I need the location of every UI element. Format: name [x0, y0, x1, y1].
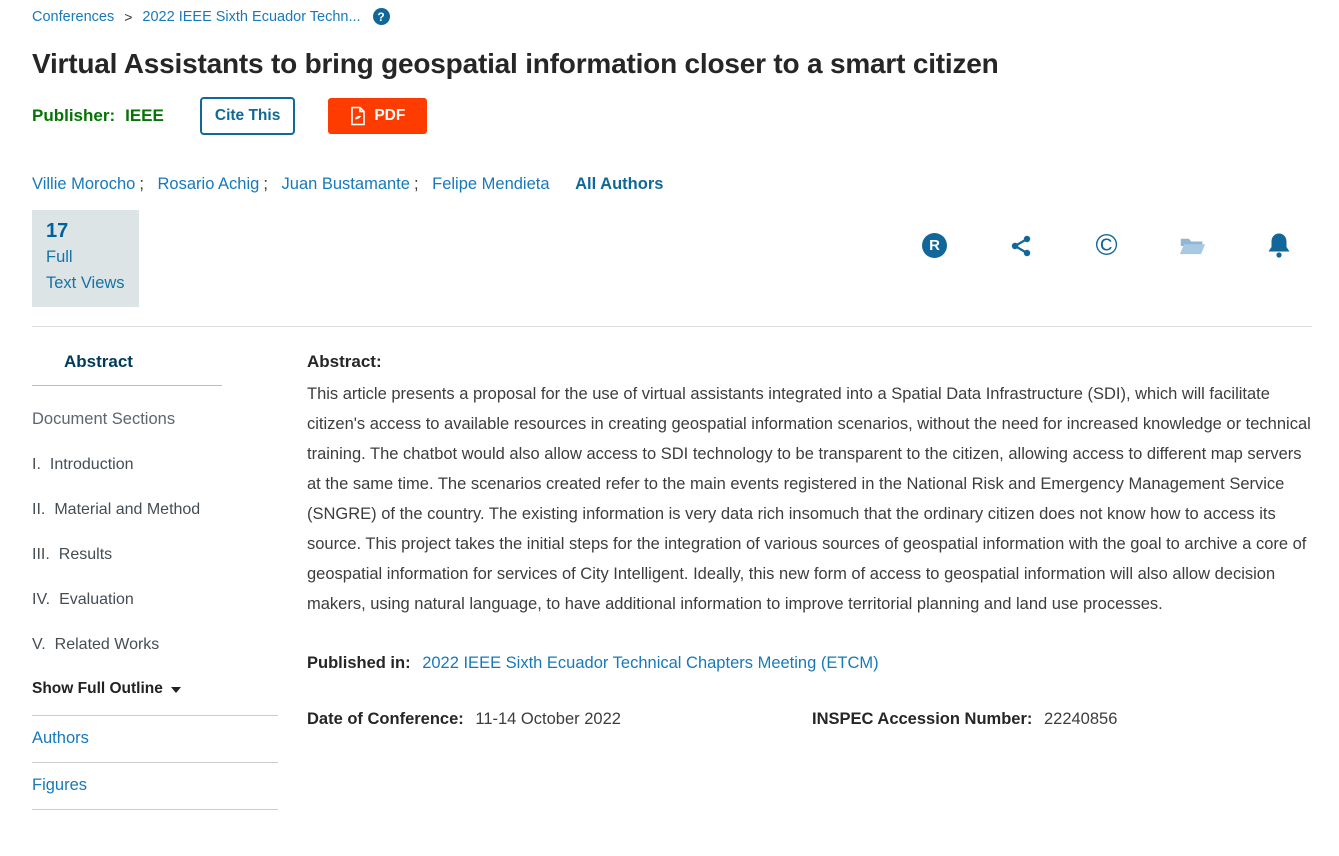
document-sidebar: [32, 327, 278, 810]
inspec-value: 22240856: [1043, 710, 1118, 728]
author-link[interactable]: Rosario Achig: [157, 175, 260, 193]
pdf-button[interactable]: [328, 98, 427, 134]
author-separator: ;: [139, 175, 144, 193]
breadcrumb: [32, 8, 1312, 25]
publisher-row: [32, 97, 1312, 135]
author-link[interactable]: Villie Morocho: [32, 175, 136, 193]
content-area: [32, 327, 1312, 810]
metrics-row: [32, 210, 1312, 307]
published-in-link[interactable]: 2022 IEEE Sixth Ecuador Technical Chapters Meeting (ETCM): [422, 654, 879, 672]
sidebar-item-abstract[interactable]: Abstract: [64, 352, 133, 371]
sidebar-item-authors[interactable]: Authors: [32, 729, 89, 747]
page-title: Virtual Assistants to bring geospatial information closer to a smart citizen: [32, 48, 999, 79]
author-link[interactable]: Felipe Mendieta: [432, 175, 550, 193]
published-in-row: [307, 654, 1312, 673]
sidebar-item-figures[interactable]: Figures: [32, 776, 88, 794]
sidebar-divider: [32, 809, 278, 810]
author-link[interactable]: Juan Bustamante: [281, 175, 410, 193]
sidebar-item-evaluation[interactable]: IV. Evaluation: [32, 591, 134, 608]
breadcrumb-conference-link[interactable]: 2022 IEEE Sixth Ecuador Techn...: [142, 8, 361, 25]
breadcrumb-separator: >: [124, 8, 133, 25]
document-toolbar: [921, 229, 1292, 262]
authors-row: [32, 175, 1312, 194]
publisher-label: Publisher:: [32, 106, 116, 125]
show-full-outline-toggle[interactable]: Show Full Outline: [32, 680, 278, 698]
saved-folder-icon[interactable]: [1179, 232, 1206, 259]
inspec-label: INSPEC Accession Number:: [812, 710, 1033, 728]
inspec-accession: [812, 710, 1117, 729]
all-authors-link[interactable]: All Authors: [575, 175, 664, 193]
views-count: 17: [46, 220, 69, 242]
abstract-text: This article presents a proposal for the use of virtual assistants integrated into a Spatial Data Infrastructure (SDI), which will facilitate citizen's access to available resources in creating geospatial information scenarios, without the need for increased knowledge or technical training. The chatbot would also allow access to SDI technology to be transparent to the citizen, allowing access to different map servers at the same time. The scenarios created refer to the main events registered in the National Risk and Emergency Management Service (SNGRE) of the country. The existing information is very data rich insomuch that the ordinary citizen does not know how to access its source. This project takes the initial steps for the integration of various sources of geospatial information with the goal to archive a core of geospatial information for services of City Intelligent. Ideally, this new form of access to geospatial information will also allow decision makers, using natural language, to have additional information to improve territorial planning and land use processes.: [307, 385, 1311, 613]
date-of-conference-value: 11-14 October 2022: [475, 710, 621, 728]
sidebar-item-results[interactable]: III. Results: [32, 546, 113, 563]
alerts-bell-icon[interactable]: [1265, 232, 1292, 259]
abstract-heading: Abstract:: [307, 352, 382, 371]
author-separator: ;: [263, 175, 268, 193]
document-meta-row: [307, 710, 1312, 729]
published-in-label: Published in:: [307, 654, 411, 672]
views-label-line2: Text Views: [46, 274, 125, 292]
chevron-down-icon: [171, 687, 181, 693]
date-of-conference: [307, 710, 812, 729]
document-sections-label: Document Sections: [32, 410, 176, 428]
views-label-line1: Full: [46, 248, 73, 266]
sidebar-item-related-works[interactable]: V. Related Works: [32, 636, 160, 653]
cite-this-button[interactable]: Cite This: [200, 97, 295, 135]
copyright-icon[interactable]: ©: [1095, 229, 1118, 262]
pdf-file-icon: [350, 106, 366, 126]
sidebar-active-underline: [32, 385, 222, 386]
help-icon[interactable]: ?: [373, 8, 390, 25]
registered-mark-icon[interactable]: R: [921, 232, 948, 259]
sidebar-item-material-and-method[interactable]: II. Material and Method: [32, 501, 201, 518]
document-main: [307, 327, 1312, 810]
author-separator: ;: [413, 175, 419, 193]
date-of-conference-label: Date of Conference:: [307, 710, 464, 728]
share-icon[interactable]: [1007, 232, 1034, 259]
full-text-views-box[interactable]: [32, 210, 139, 307]
sidebar-item-introduction[interactable]: I. Introduction: [32, 456, 134, 473]
publisher-name: IEEE: [125, 106, 164, 125]
breadcrumb-conferences-link[interactable]: Conferences: [32, 8, 115, 25]
pdf-button-label: PDF: [374, 107, 406, 124]
